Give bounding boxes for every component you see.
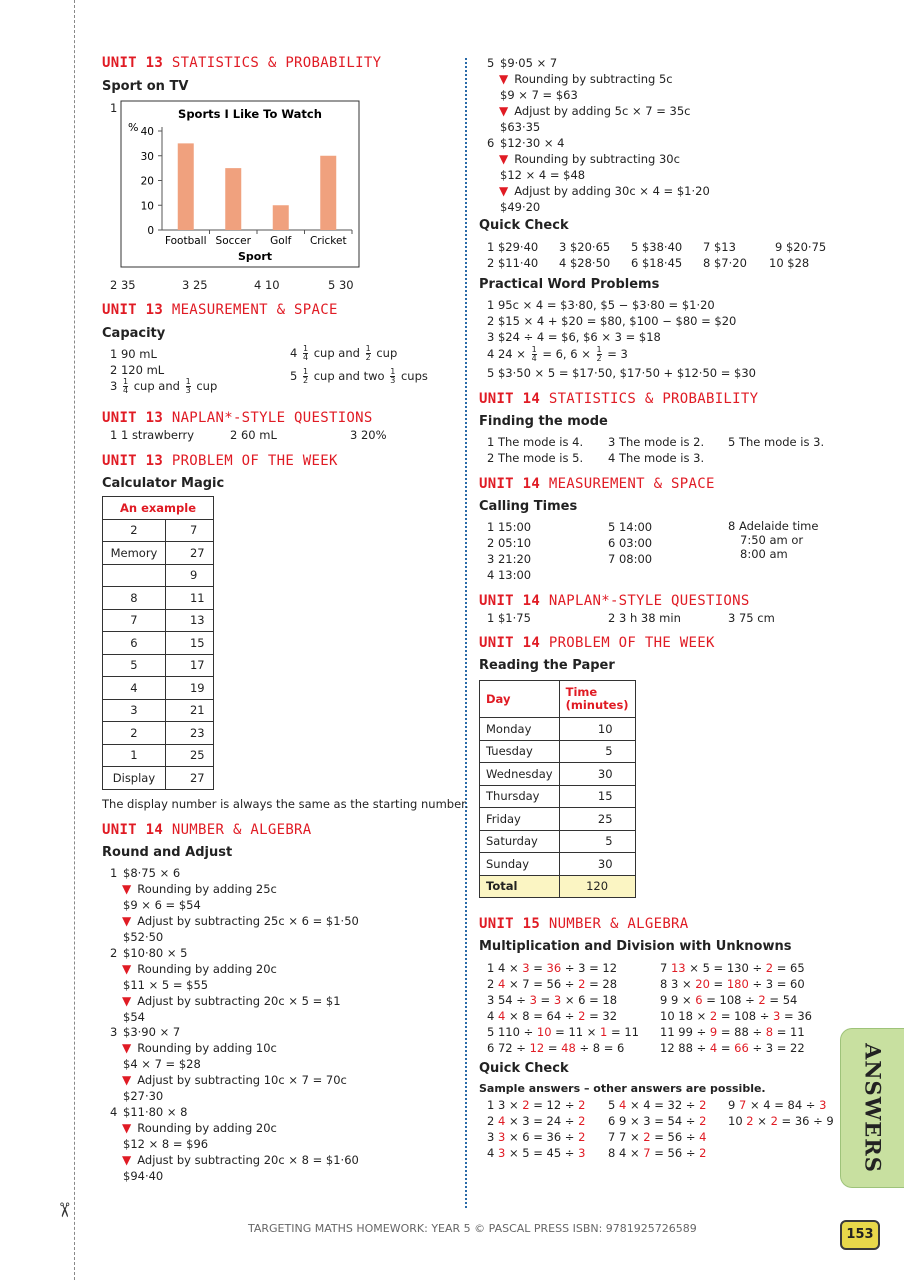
arrow-down-icon: ▼ xyxy=(122,914,132,928)
u14-stats-heading: UNIT 14 STATISTICS & PROBABILITY xyxy=(479,391,759,407)
equation-line: 9 7 × 4 = 84 ÷ 3 xyxy=(728,1098,827,1112)
calc-cell: 19 xyxy=(165,677,213,700)
reading-day: Thursday xyxy=(480,785,560,808)
qc-col-2 xyxy=(608,1097,706,1161)
reading-total-value: 120 xyxy=(559,875,635,898)
round-item: 1 $8·75 × 6 ▼ Rounding by adding 25c $9 × 6 = $54 ▼ Adjust by subtracting 25c × 6 = $1·50 $52·50 xyxy=(110,866,359,944)
calc-cell: 23 xyxy=(165,722,213,745)
naplan-a2: 2 60 mL xyxy=(230,428,277,442)
arrow-down-icon: ▼ xyxy=(499,104,509,118)
answers-tab xyxy=(840,1028,904,1188)
equation-line: 12 88 ÷ 4 = 66 ÷ 3 = 22 xyxy=(660,1041,805,1055)
calc-cell: 21 xyxy=(165,699,213,722)
calling-col-2: 5 14:00 6 03:00 7 08:00 xyxy=(608,520,653,566)
equation-line: 6 9 × 3 = 54 ÷ 2 xyxy=(608,1114,707,1128)
equation-line: 2 4 × 7 = 56 ÷ 2 = 28 xyxy=(487,977,618,991)
stats-answer-5: 5 30 xyxy=(328,278,354,292)
reading-row xyxy=(480,808,636,831)
naplan-a3: 3 20% xyxy=(350,428,387,442)
bar-cricket xyxy=(320,156,336,230)
reading-row xyxy=(480,740,636,763)
equation-line: 8 3 × 20 = 180 ÷ 3 = 60 xyxy=(660,977,805,991)
u14-potw-heading: UNIT 14 PROBLEM OF THE WEEK xyxy=(479,635,715,651)
calc-row xyxy=(103,609,214,632)
mode-a3: 3 The mode is 2. xyxy=(608,435,705,449)
calc-cell: 3 xyxy=(103,699,166,722)
x-tick-label: Soccer xyxy=(215,235,251,247)
page-number: 153 xyxy=(840,1220,880,1250)
arrow-down-icon: ▼ xyxy=(122,1120,132,1135)
reading-table-day-header: Day xyxy=(480,681,560,718)
reading-day: Monday xyxy=(480,718,560,741)
round-adjust-list xyxy=(110,865,359,1183)
qc-col-1 xyxy=(487,1097,585,1161)
reading-day: Wednesday xyxy=(480,763,560,786)
unknowns-col-2 xyxy=(660,960,812,1056)
u14-num-heading: UNIT 14 NUMBER & ALGEBRA xyxy=(102,822,312,838)
calc-cell: 13 xyxy=(165,609,213,632)
u15-qc-note: Sample answers – other answers are possible. xyxy=(479,1082,766,1095)
calc-row xyxy=(103,767,214,790)
x-tick-label: Cricket xyxy=(309,235,347,247)
calc-cell: Memory xyxy=(103,542,166,565)
reading-time: 10 xyxy=(559,718,635,741)
pwp-l1: 1 95c × 4 = $3·80, $5 − $3·80 = $1·20 xyxy=(487,298,715,312)
mode-a5: 5 The mode is 3. xyxy=(728,435,825,449)
calc-note: The display number is always the same as the starting number. xyxy=(102,797,469,811)
reading-row xyxy=(480,853,636,876)
reading-day: Saturday xyxy=(480,830,560,853)
bar-football xyxy=(178,143,194,230)
reading-row xyxy=(480,785,636,808)
u14-naplan-heading: UNIT 14 NAPLAN*-STYLE QUESTIONS xyxy=(479,593,750,609)
u14-stats-sub: Finding the mode xyxy=(479,414,608,429)
calc-row xyxy=(103,677,214,700)
scissors-icon: ✂ xyxy=(52,1201,77,1219)
naplan-a1: 1 1 strawberry xyxy=(110,428,195,442)
pwp-l3: 3 $24 ÷ 4 = $6, $6 × 3 = $18 xyxy=(487,330,661,344)
round-item: 6 $12·30 × 4 ▼ Rounding by subtracting 30c $12 × 4 = $48 ▼ Adjust by adding 30c × 4 = $1·20 $49·20 xyxy=(487,135,710,214)
cap-a2: 2 120 mL xyxy=(110,363,165,377)
calc-cell: 6 xyxy=(103,632,166,655)
column-divider xyxy=(465,58,467,1208)
reading-day: Sunday xyxy=(480,853,560,876)
calc-cell: 7 xyxy=(165,519,213,542)
calc-cell: 4 xyxy=(103,677,166,700)
chart-xlabel: Sport xyxy=(237,250,273,263)
pwp-l5: 5 $3·50 × 5 = $17·50, $17·50 + $12·50 = $30 xyxy=(487,366,756,380)
u13-stats-sub: Sport on TV xyxy=(102,79,189,94)
arrow-down-icon: ▼ xyxy=(499,183,509,198)
stats-answer-3: 3 25 xyxy=(182,278,208,292)
arrow-down-icon: ▼ xyxy=(122,1041,132,1055)
calc-row xyxy=(103,744,214,767)
equation-line: 8 4 × 7 = 56 ÷ 2 xyxy=(608,1146,707,1160)
round-item: 5 $9·05 × 7 ▼ Rounding by subtracting 5c $9 × 7 = $63 ▼ Adjust by adding 5c × 7 = 35c $63·35 xyxy=(487,56,691,134)
calc-row xyxy=(103,654,214,677)
reading-time: 5 xyxy=(559,830,635,853)
round-item: 2 $10·80 × 5 ▼ Rounding by adding 20c $11 × 5 = $55 ▼ Adjust by subtracting 20c × 5 = $1 $54 xyxy=(110,945,341,1024)
calc-cell: 25 xyxy=(165,744,213,767)
pwp-l4: 4 24 × $\frac{1}{4}$ = 6, 6 × $\frac{1}{2}$ = 3 xyxy=(487,345,628,363)
qc-col-3 xyxy=(728,1097,834,1129)
chart-title: Sports I Like To Watch xyxy=(178,107,322,121)
x-tick-label: Football xyxy=(164,235,207,247)
reading-row xyxy=(480,830,636,853)
arrow-down-icon: ▼ xyxy=(122,993,132,1008)
reading-row xyxy=(480,763,636,786)
cap-a4: 4 $\frac{1}{4}$ cup and $\frac{1}{2}$ cup xyxy=(290,344,398,362)
arrow-down-icon: ▼ xyxy=(122,1073,132,1087)
calc-row xyxy=(103,699,214,722)
q1-label: 1 xyxy=(110,101,118,115)
u15-qc-sub: Quick Check xyxy=(479,1061,569,1076)
cap-a3: 3 $\frac{1}{4}$ cup and $\frac{1}{3}$ cup xyxy=(110,377,218,395)
round-item: 3 $3·90 × 7 ▼ Rounding by adding 10c $4 × 7 = $28 ▼ Adjust by subtracting 10c × 7 = 70c $27·30 xyxy=(110,1025,347,1103)
mode-a1: 1 The mode is 4. xyxy=(487,435,584,449)
calc-cell: 15 xyxy=(165,632,213,655)
equation-line: 3 3 × 6 = 36 ÷ 2 xyxy=(487,1130,586,1144)
u15-num-heading: UNIT 15 NUMBER & ALGEBRA xyxy=(479,916,689,932)
arrow-down-icon: ▼ xyxy=(499,151,509,166)
equation-line: 3 54 ÷ 3 = 3 × 6 = 18 xyxy=(487,993,618,1007)
equation-line: 5 110 ÷ 10 = 11 × 1 = 11 xyxy=(487,1025,639,1039)
calc-cell: 8 xyxy=(103,587,166,610)
equation-line: 10 2 × 2 = 36 ÷ 9 xyxy=(728,1114,834,1128)
u13-meas-sub: Capacity xyxy=(102,326,166,341)
stats-answer-2: 2 35 xyxy=(110,278,136,292)
mode-a4: 4 The mode is 3. xyxy=(608,451,705,465)
reading-total-label: Total xyxy=(480,875,560,898)
x-tick-label: Golf xyxy=(270,235,292,247)
arrow-down-icon: ▼ xyxy=(122,882,132,896)
reading-day: Tuesday xyxy=(480,740,560,763)
equation-line: 10 18 × 2 = 108 ÷ 3 = 36 xyxy=(660,1009,812,1023)
reading-time: 5 xyxy=(559,740,635,763)
equation-line: 11 99 ÷ 9 = 88 ÷ 8 = 11 xyxy=(660,1025,805,1039)
cap-a5: 5 $\frac{1}{2}$ cup and two $\frac{1}{3}$ cups xyxy=(290,367,428,385)
y-tick-label: 30 xyxy=(140,150,154,163)
arrow-down-icon: ▼ xyxy=(122,1152,132,1167)
reading-day: Friday xyxy=(480,808,560,831)
calc-row xyxy=(103,564,214,587)
calc-cell: 11 xyxy=(165,587,213,610)
u14-naplan-a3: 3 75 cm xyxy=(728,611,775,625)
u13-stats-heading: UNIT 13 STATISTICS & PROBABILITY xyxy=(102,55,382,71)
calling-col-3: 8 Adelaide time 7:50 am or 8:00 am xyxy=(728,519,819,561)
pwp-l2: 2 $15 × 4 + $20 = $80, $100 − $80 = $20 xyxy=(487,314,737,328)
calc-row xyxy=(103,632,214,655)
pwp-sub: Practical Word Problems xyxy=(479,277,660,292)
answers-tab-label: ANSWERS xyxy=(860,1043,886,1173)
reading-time: 15 xyxy=(559,785,635,808)
calc-cell: 2 xyxy=(103,722,166,745)
calc-cell: 27 xyxy=(165,542,213,565)
calc-table-header: An example xyxy=(103,497,214,520)
calc-row xyxy=(103,519,214,542)
equation-line: 1 3 × 2 = 12 ÷ 2 xyxy=(487,1098,586,1112)
reading-table xyxy=(479,680,636,898)
reading-table-time-header: Time (minutes) xyxy=(559,681,635,718)
chart-ylabel: % xyxy=(128,121,139,134)
reading-time: 25 xyxy=(559,808,635,831)
stats-answer-4: 4 10 xyxy=(254,278,280,292)
calc-cell: 9 xyxy=(165,564,213,587)
u13-potw-sub: Calculator Magic xyxy=(102,476,225,491)
calc-cell xyxy=(103,564,166,587)
u14-meas-heading: UNIT 14 MEASUREMENT & SPACE xyxy=(479,476,715,492)
quick-check-sub: Quick Check xyxy=(479,218,569,233)
calc-row xyxy=(103,722,214,745)
calc-cell: 7 xyxy=(103,609,166,632)
cap-a1: 1 90 mL xyxy=(110,347,157,361)
equation-line: 7 13 × 5 = 130 ÷ 2 = 65 xyxy=(660,961,805,975)
equation-line: 2 4 × 3 = 24 ÷ 2 xyxy=(487,1114,586,1128)
reading-row xyxy=(480,718,636,741)
calc-row xyxy=(103,542,214,565)
bar-chart xyxy=(120,100,360,268)
unknowns-col-1 xyxy=(487,960,639,1056)
arrow-down-icon: ▼ xyxy=(122,961,132,976)
calc-row xyxy=(103,587,214,610)
reading-time: 30 xyxy=(559,763,635,786)
u14-num-sub: Round and Adjust xyxy=(102,845,233,860)
calc-cell: 27 xyxy=(165,767,213,790)
bar-soccer xyxy=(225,168,241,230)
equation-line: 4 4 × 8 = 64 ÷ 2 = 32 xyxy=(487,1009,618,1023)
round-adjust-list-cont xyxy=(487,55,710,214)
u13-potw-heading: UNIT 13 PROBLEM OF THE WEEK xyxy=(102,453,338,469)
calc-cell: 17 xyxy=(165,654,213,677)
u15-num-sub: Multiplication and Division with Unknowns xyxy=(479,939,792,954)
u14-potw-sub: Reading the Paper xyxy=(479,658,615,673)
mode-a2: 2 The mode is 5. xyxy=(487,451,584,465)
u14-meas-sub: Calling Times xyxy=(479,499,578,514)
calculator-table xyxy=(102,496,214,790)
u13-meas-heading: UNIT 13 MEASUREMENT & SPACE xyxy=(102,302,338,318)
calc-cell: 1 xyxy=(103,744,166,767)
u14-naplan-a2: 2 3 h 38 min xyxy=(608,611,681,625)
cut-line xyxy=(74,0,75,1280)
equation-line: 4 3 × 5 = 45 ÷ 3 xyxy=(487,1146,586,1160)
calc-cell: 5 xyxy=(103,654,166,677)
equation-line: 9 9 × 6 = 108 ÷ 2 = 54 xyxy=(660,993,798,1007)
bar-golf xyxy=(273,205,289,230)
equation-line: 7 7 × 2 = 56 ÷ 4 xyxy=(608,1130,707,1144)
y-tick-label: 40 xyxy=(140,126,154,138)
y-tick-label: 0 xyxy=(147,225,154,237)
arrow-down-icon: ▼ xyxy=(499,72,509,86)
reading-time: 30 xyxy=(559,853,635,876)
footer-text: TARGETING MATHS HOMEWORK: YEAR 5 © PASCAL PRESS ISBN: 9781925726589 xyxy=(248,1222,697,1235)
equation-line: 1 4 × 3 = 36 ÷ 3 = 12 xyxy=(487,961,618,975)
equation-line: 5 4 × 4 = 32 ÷ 2 xyxy=(608,1098,707,1112)
calc-cell: 2 xyxy=(103,519,166,542)
equation-line: 6 72 ÷ 12 = 48 ÷ 8 = 6 xyxy=(487,1041,625,1055)
round-item: 4 $11·80 × 8 ▼ Rounding by adding 20c $12 × 8 = $96 ▼ Adjust by subtracting 20c × 8 = $1·60 $94·40 xyxy=(110,1104,359,1183)
calc-cell: Display xyxy=(103,767,166,790)
calling-col-1: 1 15:00 2 05:10 3 21:20 4 13:00 xyxy=(487,520,532,582)
u14-naplan-a1: 1 $1·75 xyxy=(487,611,531,625)
u13-naplan-heading: UNIT 13 NAPLAN*-STYLE QUESTIONS xyxy=(102,410,373,426)
y-tick-label: 20 xyxy=(140,175,154,188)
y-tick-label: 10 xyxy=(140,200,154,213)
